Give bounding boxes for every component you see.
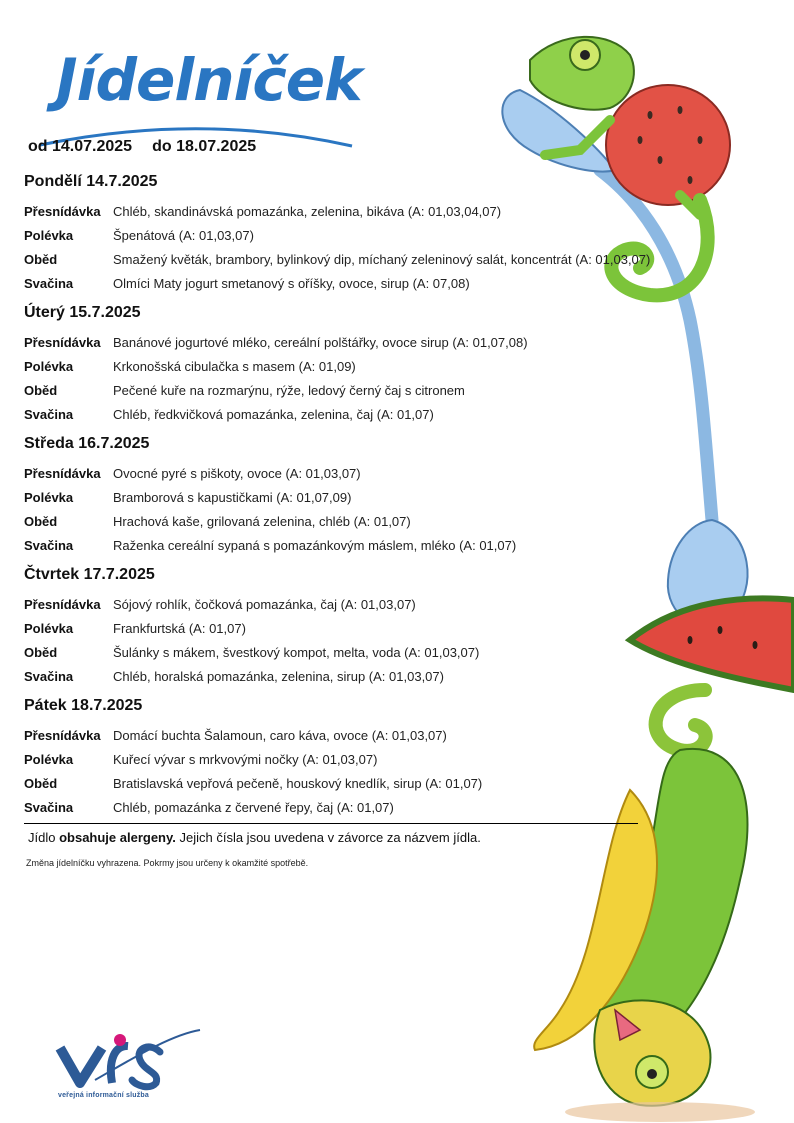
meal-text: Raženka cereální sypaná s pomazánkovým máslem, mléko (A: 01,07) [113, 538, 517, 553]
meal-label: Přesnídávka [24, 466, 101, 481]
meal-label: Polévka [24, 359, 74, 374]
meal-row [24, 200, 650, 224]
meal-row [24, 272, 650, 296]
meal-text: Olmíci Maty jogurt smetanový s oříšky, ovoce, sirup (A: 07,08) [113, 276, 470, 291]
meal-label: Přesnídávka [24, 335, 101, 350]
meal-row [24, 224, 650, 248]
meal-label: Svačina [24, 669, 74, 684]
meal-text: Špenátová (A: 01,03,07) [113, 228, 254, 243]
meal-row [24, 331, 528, 355]
day-title: Pátek 18.7.2025 [24, 697, 143, 714]
meal-label: Přesnídávka [24, 728, 101, 743]
day-friday [24, 695, 482, 820]
meal-label: Svačina [24, 800, 74, 815]
day-title: Středa 16.7.2025 [24, 435, 150, 452]
meal-label: Svačina [24, 538, 74, 553]
meal-text: Krkonošská cibulačka s masem (A: 01,09) [113, 359, 356, 374]
meal-text: Pečené kuře na rozmarýnu, rýže, ledový černý čaj s citronem [113, 383, 465, 398]
meal-text: Bratislavská vepřová pečeně, houskový knedlík, sirup (A: 01,07) [113, 776, 483, 791]
day-title: Úterý 15.7.2025 [24, 304, 141, 321]
day-tuesday [24, 302, 528, 427]
meal-row [24, 772, 482, 796]
vis-logo [60, 1030, 200, 1087]
meal-label: Polévka [24, 228, 74, 243]
day-title: Čtvrtek 17.7.2025 [24, 566, 155, 583]
meal-label: Přesnídávka [24, 204, 101, 219]
allergen-note [28, 830, 481, 845]
meal-text: Bramborová s kapustičkami (A: 01,07,09) [113, 490, 352, 505]
meal-label: Přesnídávka [24, 597, 101, 612]
meal-text: Kuřecí vývar s mrkvovými nočky (A: 01,03,07) [113, 752, 378, 767]
vis-logo-subtitle: veřejná informační služba [58, 1092, 149, 1099]
bottom-chameleon-pupil [647, 1069, 657, 1079]
allergen-bold: obsahuje alergeny. [59, 830, 176, 845]
allergen-rest: Jejich čísla jsou uvedena v závorce za názvem jídla. [175, 830, 481, 845]
meal-label: Polévka [24, 752, 74, 767]
meal-text: Hrachová kaše, grilovaná zelenina, chléb (A: 01,07) [113, 514, 411, 529]
meal-row [24, 796, 482, 820]
meal-text: Sójový rohlík, čočková pomazánka, čaj (A: 01,03,07) [113, 597, 416, 612]
meal-row [24, 462, 516, 486]
meal-label: Polévka [24, 490, 74, 505]
top-chameleon-pupil [580, 50, 590, 60]
day-monday [24, 171, 650, 296]
meal-row [24, 248, 650, 272]
date-range [28, 138, 256, 156]
page-title: Jídelníček [56, 46, 362, 114]
meal-row [24, 534, 516, 558]
meal-row [24, 617, 479, 641]
day-thursday [24, 564, 479, 689]
meal-row [24, 593, 479, 617]
meal-row [24, 379, 528, 403]
meal-label: Polévka [24, 621, 74, 636]
meal-text: Chléb, pomazánka z červené řepy, čaj (A: 01,07) [113, 800, 394, 815]
meal-row [24, 486, 516, 510]
bottom-chameleon-head [594, 1000, 710, 1105]
meal-row [24, 665, 479, 689]
meal-row [24, 641, 479, 665]
meal-label: Svačina [24, 407, 74, 422]
meal-label: Oběd [24, 645, 58, 660]
meal-text: Smažený květák, brambory, bylinkový dip, míchaný zeleninový salát, koncentrát (A: 01,03,07) [113, 252, 651, 267]
bottom-chameleon-tail [656, 690, 706, 751]
allergen-prefix: Jídlo [28, 830, 60, 845]
day-title: Pondělí 14.7.2025 [24, 173, 158, 190]
meal-label: Oběd [24, 514, 58, 529]
watermelon-slice [630, 598, 794, 690]
change-note: Změna jídelníčku vyhrazena. Pokrmy jsou určeny k okamžité spotřebě. [26, 858, 309, 868]
date-to: do 18.07.2025 [152, 138, 257, 155]
meal-text: Šulánky s mákem, švestkový kompot, melta, voda (A: 01,03,07) [113, 645, 480, 660]
date-from: od 14.07.2025 [28, 138, 133, 155]
meal-text: Chléb, skandinávská pomazánka, zelenina, bikáva (A: 01,03,04,07) [113, 204, 502, 219]
meal-text: Chléb, ředkvičková pomazánka, zelenina, čaj (A: 01,07) [113, 407, 434, 422]
meal-text: Chléb, horalská pomazánka, zelenina, sirup (A: 01,03,07) [113, 669, 444, 684]
footer-divider [24, 823, 638, 824]
meal-label: Oběd [24, 776, 58, 791]
meal-row [24, 403, 528, 427]
meal-row [24, 355, 528, 379]
meal-text: Frankfurtská (A: 01,07) [113, 621, 246, 636]
meal-label: Oběd [24, 383, 58, 398]
meal-text: Domácí buchta Šalamoun, caro káva, ovoce (A: 01,03,07) [113, 728, 447, 743]
meal-row [24, 724, 482, 748]
meal-label: Svačina [24, 276, 74, 291]
day-wednesday [24, 433, 516, 558]
meal-text: Banánové jogurtové mléko, cereální polštářky, ovoce sirup (A: 01,07,08) [113, 335, 528, 350]
meal-label: Oběd [24, 252, 58, 267]
meal-row [24, 748, 482, 772]
ground-shadow [565, 1102, 755, 1122]
meal-row [24, 510, 516, 534]
meal-text: Ovocné pyré s piškoty, ovoce (A: 01,03,07) [113, 466, 361, 481]
